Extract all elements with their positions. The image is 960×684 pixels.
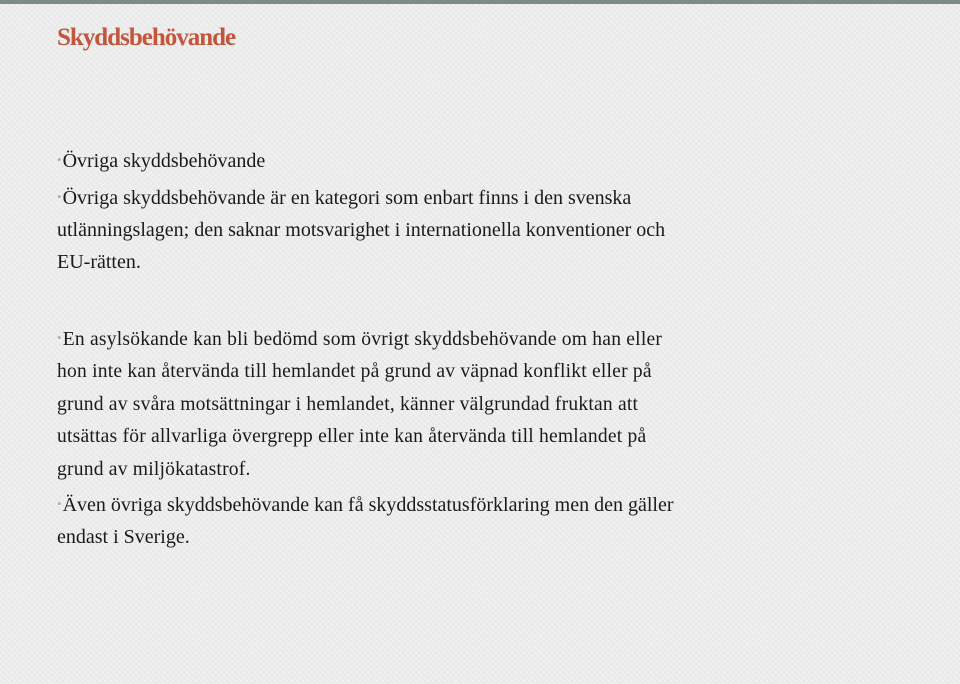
bullet-icon: • <box>57 152 62 167</box>
text-line: utsättas för allvarliga övergrepp eller inte kan återvända till hemlandet på <box>57 426 647 448</box>
bullet-paragraph-status <box>57 488 674 553</box>
text-line <box>57 181 665 214</box>
bullet-icon: • <box>57 496 62 511</box>
top-rule <box>0 0 960 4</box>
bullet-icon: • <box>57 330 62 345</box>
line-text: En asylsökande kan bli bedömd som övrigt skyddsbehövande om han eller <box>62 329 663 350</box>
text-line <box>57 488 674 521</box>
text-line: grund av miljökatastrof. <box>57 458 251 480</box>
text-line <box>57 144 265 177</box>
line-text: Övriga skyddsbehövande <box>62 150 266 172</box>
bullet-paragraph-intro <box>57 181 665 278</box>
text-line: EU-rätten. <box>57 251 141 273</box>
text-line: grund av svåra motsättningar i hemlandet, känner välgrundad fruktan att <box>57 393 639 415</box>
text-line <box>57 322 662 356</box>
line-text: Övriga skyddsbehövande är en kategori som enbart finns i den svenska <box>62 187 632 209</box>
slide-title: Skyddsbehövande <box>57 24 236 51</box>
bullet-icon: • <box>57 189 62 204</box>
text-line: hon inte kan återvända till hemlandet på grund av väpnad konflikt eller på <box>57 361 652 383</box>
bullet-paragraph-definition <box>57 322 662 486</box>
bullet-paragraph-heading <box>57 144 265 177</box>
line-text: Även övriga skyddsbehövande kan få skyddsstatusförklaring men den gäller <box>62 494 674 516</box>
text-line: utlänningslagen; den saknar motsvarighet i internationella konventioner och <box>57 219 666 241</box>
text-line: endast i Sverige. <box>57 526 190 548</box>
